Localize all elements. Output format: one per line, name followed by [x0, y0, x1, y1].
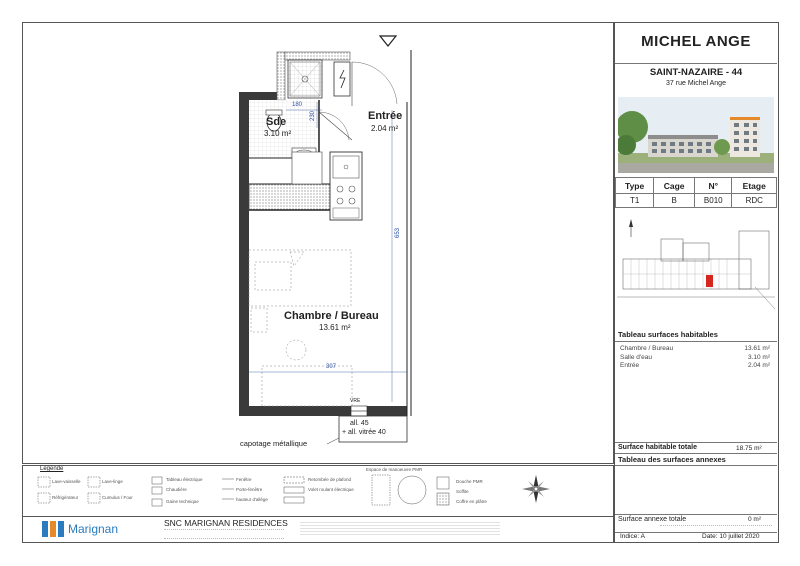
- legend-item: Espace de manoeuvre PMR: [366, 467, 423, 472]
- legend-item: Lave-linge: [102, 479, 123, 484]
- lot-header-type: Type: [616, 178, 654, 194]
- room-area-entree: 2.04 m²: [371, 124, 399, 133]
- legend-item: Porte-fenêtre: [236, 487, 263, 492]
- project-city: SAINT-NAZAIRE - 44: [649, 67, 743, 78]
- project-name: MICHEL ANGE: [641, 33, 751, 50]
- capotage-label: capotage métallique: [240, 439, 308, 448]
- dim-653: 653: [395, 227, 402, 239]
- company-address-lines: [164, 529, 284, 539]
- legend-item: hauteur d'allège: [236, 497, 268, 502]
- habitable-area: 2.04 m²: [747, 362, 770, 369]
- habitable-area: 3.10 m²: [747, 354, 770, 361]
- dim-180: 180: [292, 102, 303, 108]
- annex-header-rule: [615, 465, 777, 466]
- sill-height-1: all. 45: [350, 420, 369, 427]
- legend-item: Cumulus / Four: [102, 495, 133, 500]
- dim-230: 230: [310, 110, 317, 122]
- legend-item: Réfrigérateur: [52, 495, 79, 500]
- revision-index: Indice: A: [620, 533, 645, 540]
- habitable-row-sde[interactable]: [620, 354, 770, 361]
- sill-height-2: + all. vitrée 40: [342, 429, 386, 436]
- lot-number: B010: [695, 194, 732, 208]
- annex-total-label: Surface annexe totale: [618, 516, 687, 523]
- brand-name: Marignan: [68, 522, 119, 536]
- annex-total-rule: [615, 514, 777, 515]
- legend-item: Douche PMR: [456, 479, 483, 484]
- title-block: [615, 23, 777, 64]
- annex-note: [660, 525, 772, 531]
- habitable-row-chambre[interactable]: [620, 345, 770, 352]
- room-label-entree: Entrée: [368, 110, 403, 122]
- annex-title: Tableau des surfaces annexes: [618, 455, 726, 464]
- room-label-sde: Sde: [266, 116, 287, 128]
- lot-header-floor: Etage: [732, 178, 777, 194]
- key-plan: [617, 213, 775, 325]
- room-area-chambre: 13.61 m²: [319, 323, 351, 332]
- habitable-name: Salle d'eau: [620, 354, 652, 361]
- revision-date: Date: 10 juillet 2020: [702, 533, 760, 540]
- legend-item: Soffite: [456, 489, 469, 494]
- company-name: SNC MARIGNAN RESIDENCES: [164, 518, 288, 528]
- legend-item: Lave-vaisselle: [52, 479, 81, 484]
- habitable-title-rule: [615, 341, 777, 342]
- room-area-sde: 3.10 m²: [264, 129, 292, 138]
- annex-title-rule: [615, 453, 777, 454]
- building-rendering: [618, 97, 774, 173]
- lot-floor: RDC: [732, 194, 777, 208]
- lot-cage: B: [654, 194, 695, 208]
- lot-header-number: N°: [695, 178, 732, 194]
- habitable-row-entree[interactable]: [620, 362, 770, 369]
- legend-item: Tableau électrique: [166, 477, 203, 482]
- window-label: VRE: [350, 398, 361, 404]
- legend-item: Fenêtre: [236, 477, 252, 482]
- legend-title: Legende: [40, 466, 64, 472]
- annex-total-value: 0 m²: [748, 516, 761, 523]
- disclaimer-lines: [300, 520, 500, 536]
- habitable-area: 13.61 m²: [744, 345, 770, 352]
- legend-item: Retombée de plafond: [308, 477, 352, 482]
- legend-item: Volet roulant électrique: [308, 487, 354, 492]
- legend-item: Chaudière: [166, 487, 187, 492]
- habitable-name: Chambre / Bureau: [620, 345, 674, 352]
- habitable-title: Tableau surfaces habitables: [618, 330, 718, 339]
- habitable-name: Entrée: [620, 362, 640, 369]
- marignan-logo-icon: [42, 521, 64, 537]
- habitable-total-value: 18.75 m²: [736, 445, 762, 452]
- floor-plan: [22, 22, 612, 462]
- habitable-total-rule: [615, 442, 777, 443]
- lot-type: T1: [616, 194, 654, 208]
- dim-307: 307: [326, 364, 337, 370]
- project-address: 37 rue Michel Ange: [666, 80, 726, 87]
- lot-header-cage: Cage: [654, 178, 695, 194]
- room-label-chambre: Chambre / Bureau: [284, 310, 379, 322]
- legend-item: Gaine technique: [166, 499, 199, 504]
- lot-table: [615, 177, 777, 208]
- legend-item: Coffre en plâtre: [456, 499, 487, 504]
- habitable-total-label: Surface habitable totale: [618, 444, 697, 451]
